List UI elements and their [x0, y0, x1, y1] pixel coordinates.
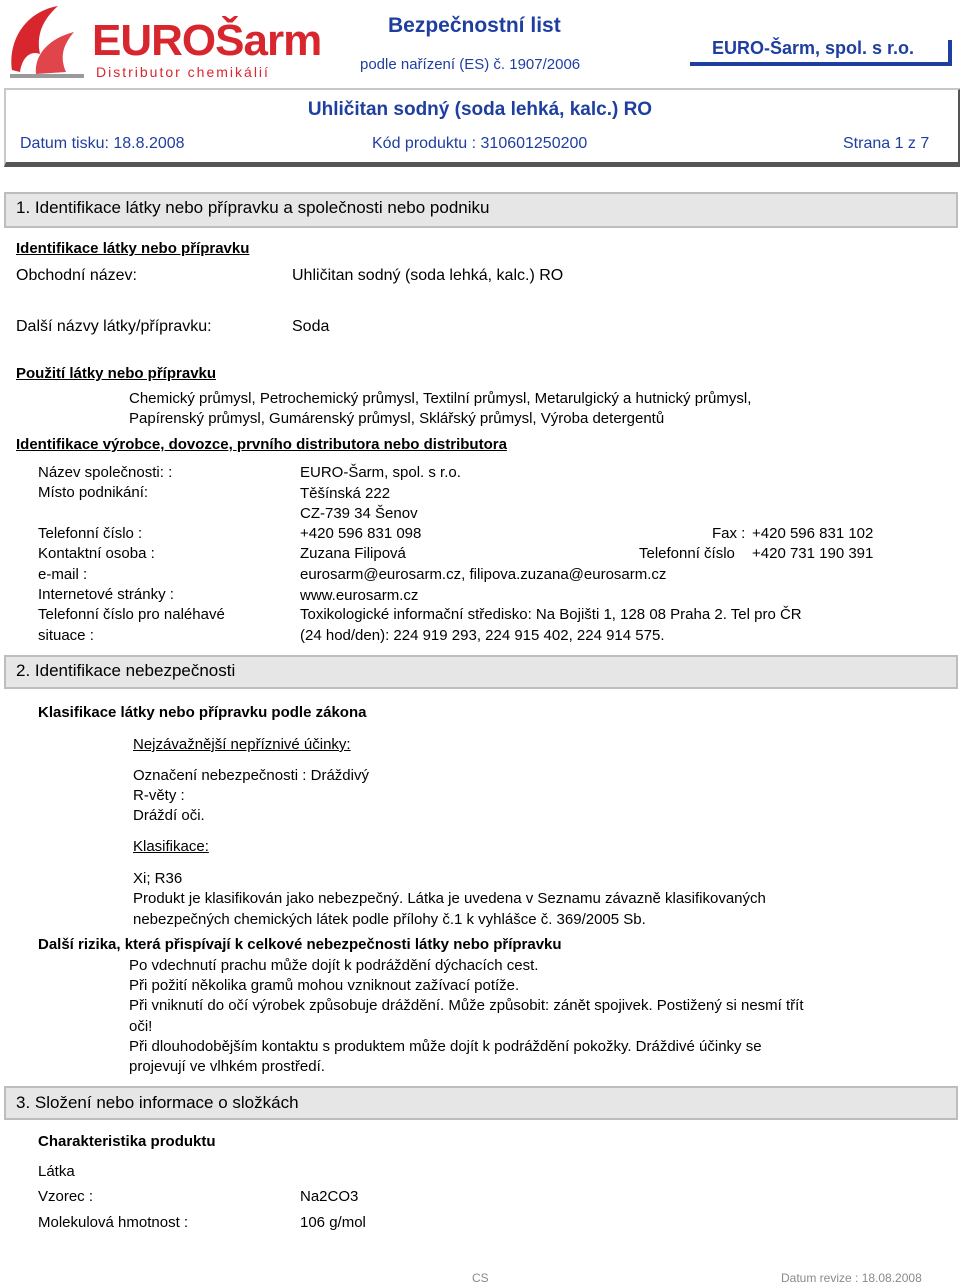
- website-label: Internetové stránky :: [38, 586, 174, 603]
- company-name-value: EURO-Šarm, spol. s r.o.: [300, 464, 461, 481]
- section-3-header: [4, 1086, 958, 1120]
- fax-value: +420 596 831 102: [752, 525, 874, 542]
- header-rule-end: [948, 40, 952, 66]
- document-title: Bezpečnostní list: [388, 14, 561, 37]
- r-phrases-text: Dráždí oči.: [133, 807, 205, 824]
- risk-4b: projevují ve vlhkém prostředí.: [129, 1058, 325, 1075]
- section-2-header: [4, 655, 958, 689]
- company-header-name: EURO-Šarm, spol. s r.o.: [712, 38, 915, 58]
- section-1-title: 1. Identifikace látky nebo přípravku a společnosti nebo podniku: [16, 198, 490, 217]
- contact-phone-value: +420 731 190 391: [752, 545, 874, 562]
- formula-value: Na2CO3: [300, 1188, 359, 1205]
- place-value-city: CZ-739 34 Šenov: [300, 505, 418, 522]
- contact-label: Kontaktní osoba :: [38, 545, 155, 562]
- email-value[interactable]: eurosarm@eurosarm.cz, filipova.zuzana@eurosarm.cz: [300, 566, 667, 583]
- use-line-2: Papírenský průmysl, Gumárenský průmysl, Sklářský průmysl, Výroba detergentů: [129, 410, 665, 427]
- company-logo: [6, 2, 322, 82]
- contact-value: Zuzana Filipová: [300, 545, 406, 562]
- footer-revision-date: Datum revize : 18.08.2008: [781, 1271, 922, 1285]
- classification-text-1: Produkt je klasifikován jako nebezpečný. Látka je uvedena v Seznamu závazně klasifikovaných: [133, 890, 766, 907]
- website-value[interactable]: www.eurosarm.cz: [300, 587, 419, 604]
- company-name-label: Název společnosti: :: [38, 464, 173, 481]
- section-1-header: [4, 192, 958, 228]
- molar-mass-label: Molekulová hmotnost :: [38, 1214, 189, 1231]
- other-risks-title: Další rizika, která přispívají k celkové nebezpečnosti látky nebo přípravku: [38, 936, 562, 953]
- phone-label: Telefonní číslo :: [38, 525, 143, 542]
- classification-value: Xi; R36: [133, 870, 183, 887]
- emergency-value-1: Toxikologické informační středisko: Na Bojišti 1, 128 08 Praha 2. Tel pro ČR: [300, 606, 802, 623]
- trade-name-label: Obchodní název:: [16, 267, 137, 284]
- trade-name-value: Uhličitan sodný (soda lehká, kalc.) RO: [292, 267, 564, 284]
- use-line-1: Chemický průmysl, Petrochemický průmysl, Textilní průmysl, Metarulgický a hutnický průmysl,: [129, 390, 752, 407]
- product-title: Uhličitan sodný (soda lehká, kalc.) RO: [307, 99, 653, 120]
- place-label: Místo podnikání:: [38, 484, 149, 501]
- emergency-label-1: Telefonní číslo pro naléhavé: [38, 606, 225, 623]
- product-code: Kód produktu : 310601250200: [372, 135, 588, 152]
- classification-label: Klasifikace:: [133, 838, 209, 855]
- contact-phone-label: Telefonní číslo: [639, 545, 735, 562]
- emergency-label-2: situace :: [38, 627, 94, 644]
- substance-identification-title: Identifikace látky nebo přípravku: [16, 240, 250, 257]
- manufacturer-title: Identifikace výrobce, dovozce, prvního distributora nebo distributora: [16, 436, 507, 453]
- risk-3a: Při vniknutí do očí výrobek způsobuje dráždění. Může způsobit: zánět spojivek. Postižený si nesmí třít: [129, 997, 804, 1014]
- risk-1: Po vdechnutí prachu může dojít k podráždění dýchacích cest.: [129, 957, 539, 974]
- other-names-value: Soda: [292, 318, 330, 335]
- phone-value: +420 596 831 098: [300, 525, 422, 542]
- r-phrases-label: R-věty :: [133, 787, 185, 804]
- email-label: e-mail :: [38, 566, 88, 583]
- classification-text-2: nebezpečných chemických látek podle přílohy č.1 k vyhlášce č. 369/2005 Sb.: [133, 911, 646, 928]
- place-value-street: Těšínská 222: [300, 485, 391, 502]
- other-names-label: Další názvy látky/přípravku:: [16, 318, 212, 335]
- hazard-marking: Označení nebezpečnosti : Dráždivý: [133, 767, 369, 784]
- header-rule: [690, 62, 952, 66]
- product-characteristics-title: Charakteristika produktu: [38, 1133, 216, 1150]
- use-title: Použití látky nebo přípravku: [16, 365, 217, 382]
- emergency-value-2: (24 hod/den): 224 919 293, 224 915 402, 224 914 575.: [300, 627, 665, 644]
- page-number: Strana 1 z 7: [843, 135, 930, 152]
- substance-label: Látka: [38, 1163, 75, 1180]
- logo-flame-icon: [6, 2, 88, 80]
- section-2-title: 2. Identifikace nebezpečnosti: [16, 661, 236, 680]
- footer-language: CS: [472, 1271, 489, 1285]
- logo-brand: EUROŠarm: [92, 16, 322, 65]
- adverse-effects-title: Nejzávažnější nepříznivé účinky:: [133, 736, 351, 753]
- logo-tagline: Distributor chemikálií: [96, 64, 270, 80]
- classification-title: Klasifikace látky nebo přípravku podle zákona: [38, 704, 367, 721]
- regulation-reference: podle nařízení (ES) č. 1907/2006: [360, 56, 581, 73]
- formula-label: Vzorec :: [38, 1188, 94, 1205]
- risk-3b: oči!: [129, 1018, 153, 1035]
- molar-mass-value: 106 g/mol: [300, 1214, 366, 1231]
- risk-2: Při požití několika gramů mohou vzniknout zažívací potíže.: [129, 977, 520, 994]
- print-date: Datum tisku: 18.8.2008: [20, 135, 185, 152]
- section-3-title: 3. Složení nebo informace o složkách: [16, 1093, 299, 1112]
- risk-4a: Při dlouhodobějším kontaktu s produktem může dojít k podráždění pokožky. Dráždivé účinky se: [129, 1038, 762, 1055]
- fax-label: Fax :: [712, 525, 746, 542]
